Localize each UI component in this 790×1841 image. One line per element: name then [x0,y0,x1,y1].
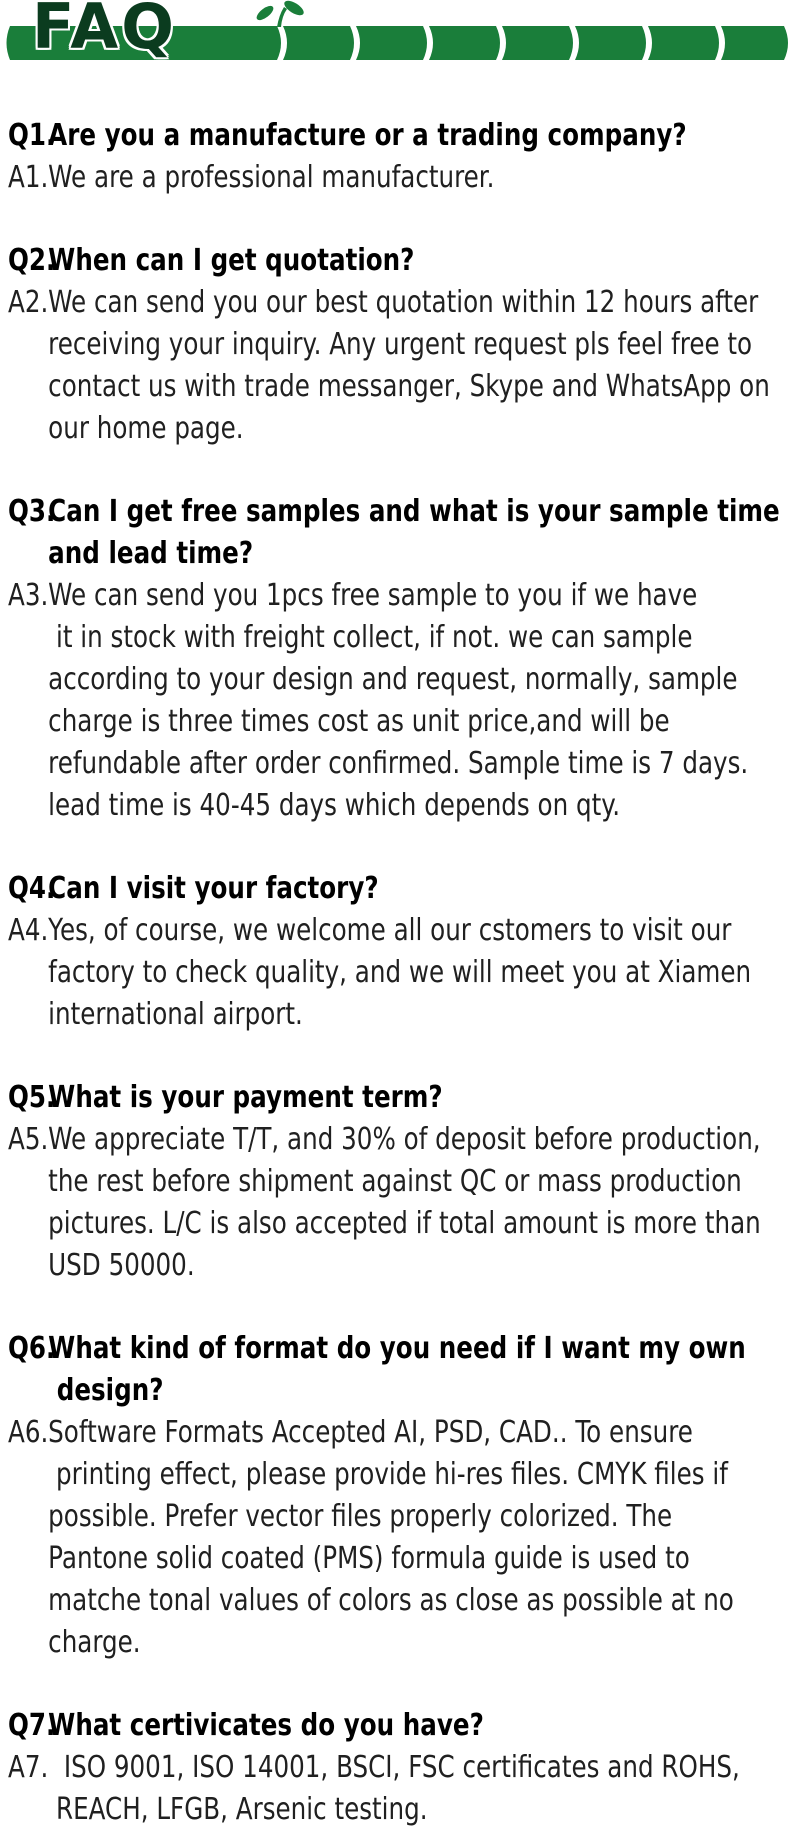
answer-line [8,1161,742,1203]
answer-line [8,1538,690,1580]
answer-number: A4. [8,913,49,948]
answer-text: charge is three times cost as unit price,and will be [48,704,670,739]
answer-text: possible. Prefer vector files properly colorized. The [48,1499,673,1534]
answer-text: REACH, LFGB, Arsenic testing. [48,1792,428,1827]
question-text: and lead time? [48,536,254,571]
answer-text: lead time is 40-45 days which depends on qty. [48,788,621,823]
question-text: What is your payment term? [48,1080,443,1115]
answer-number: A2. [8,285,49,320]
bamboo-segment [429,26,500,60]
answer-number: A7. [8,1750,49,1785]
faq-item-q3 [8,491,782,827]
faq-content [0,115,790,1831]
answer-text: Software Formats Accepted AI, PSD, CAD.. To ensure [48,1415,693,1450]
question-number: Q6. [8,1331,56,1366]
answer-line [8,575,698,617]
answer-line [8,282,759,324]
answer-number: A3. [8,578,49,613]
question-line [8,1705,643,1747]
faq-banner [0,0,790,70]
answer-line [8,617,693,659]
faq-item-q4 [8,868,782,1036]
answer-number: A5. [8,1122,49,1157]
bamboo-stem [277,7,287,27]
answer-number: A1. [8,160,49,195]
answer-text: USD 50000. [48,1248,195,1283]
answer-line [8,1119,761,1161]
answer-line [8,1245,643,1287]
answer-line [8,701,670,743]
bamboo-segment [356,26,427,60]
answer-text: We are a professional manufacturer. [48,160,495,195]
answer-line [8,1454,728,1496]
answer-text: charge. [48,1625,141,1660]
bamboo-segment [502,26,573,60]
answer-text: printing effect, please provide hi-res files. CMYK files if [48,1457,728,1492]
answer-text: contact us with trade messanger, Skype and WhatsApp on [48,369,770,404]
answer-text: pictures. L/C is also accepted if total amount is more than [48,1206,761,1241]
answer-line [8,1789,643,1831]
answer-line [8,994,643,1036]
bamboo-segment [283,26,354,60]
answer-line [8,1412,693,1454]
question-line [8,491,780,533]
answer-text: receiving your inquiry. Any urgent request pls feel free to [48,327,753,362]
answer-line [8,366,770,408]
question-text: What certivicates do you have? [48,1708,484,1743]
answer-line [8,743,749,785]
question-number: Q5. [8,1080,56,1115]
question-line [8,533,643,575]
answer-line [8,324,753,366]
answer-text: Pantone solid coated (PMS) formula guide is used to [48,1541,690,1576]
answer-line [8,408,643,450]
answer-line [8,1580,734,1622]
question-line [8,868,643,910]
question-line [8,115,687,157]
bamboo-segment [648,26,719,60]
page-title: FAQ [32,0,177,63]
question-line [8,1077,643,1119]
answer-text: We can send you our best quotation within 12 hours after [48,285,759,320]
question-line [8,1328,746,1370]
answer-text: our home page. [48,411,244,446]
answer-line [8,1496,673,1538]
question-text: When can I get quotation? [48,243,415,278]
question-text: Can I get free samples and what is your sample time [48,494,780,529]
answer-line [8,910,732,952]
answer-line [8,659,738,701]
answer-text: matche tonal values of colors as close as possible at no [48,1583,734,1618]
question-line [8,1370,643,1412]
question-number: Q1. [8,118,56,153]
question-number: Q4. [8,871,56,906]
question-number: Q2. [8,243,56,278]
answer-line [8,1747,740,1789]
answer-line [8,1203,761,1245]
bamboo-leaf-icon [254,3,275,22]
answer-text: ISO 9001, ISO 14001, BSCI, FSC certificates and ROHS, [48,1750,740,1785]
question-text: Are you a manufacture or a trading company? [48,118,687,153]
answer-line [8,785,643,827]
answer-text: international airport. [48,997,303,1032]
question-number: Q7. [8,1708,56,1743]
answer-line [8,952,752,994]
answer-text: according to your design and request, normally, sample [48,662,738,697]
question-text: What kind of format do you need if I want my own [48,1331,746,1366]
faq-item-q5 [8,1077,782,1287]
question-text: design? [48,1373,164,1408]
faq-item-q1 [8,115,782,199]
question-text: Can I visit your factory? [48,871,379,906]
bamboo-segment [575,26,646,60]
faq-item-q7 [8,1705,782,1831]
faq-item-q2 [8,240,782,450]
question-number: Q3. [8,494,56,529]
answer-text: We appreciate T/T, and 30% of deposit before production, [48,1122,761,1157]
answer-line [8,1622,643,1664]
answer-text: the rest before shipment against QC or mass production [48,1164,742,1199]
faq-item-q6 [8,1328,782,1664]
bamboo-segment [721,26,788,60]
question-line [8,240,643,282]
answer-text: refundable after order confirmed. Sample time is 7 days. [48,746,749,781]
answer-text: factory to check quality, and we will meet you at Xiamen [48,955,752,990]
answer-line [8,157,643,199]
answer-text: Yes, of course, we welcome all our cstomers to visit our [48,913,732,948]
answer-text: We can send you 1pcs free sample to you if we have [48,578,698,613]
answer-number: A6. [8,1415,49,1450]
answer-text: it in stock with freight collect, if not. we can sample [48,620,693,655]
